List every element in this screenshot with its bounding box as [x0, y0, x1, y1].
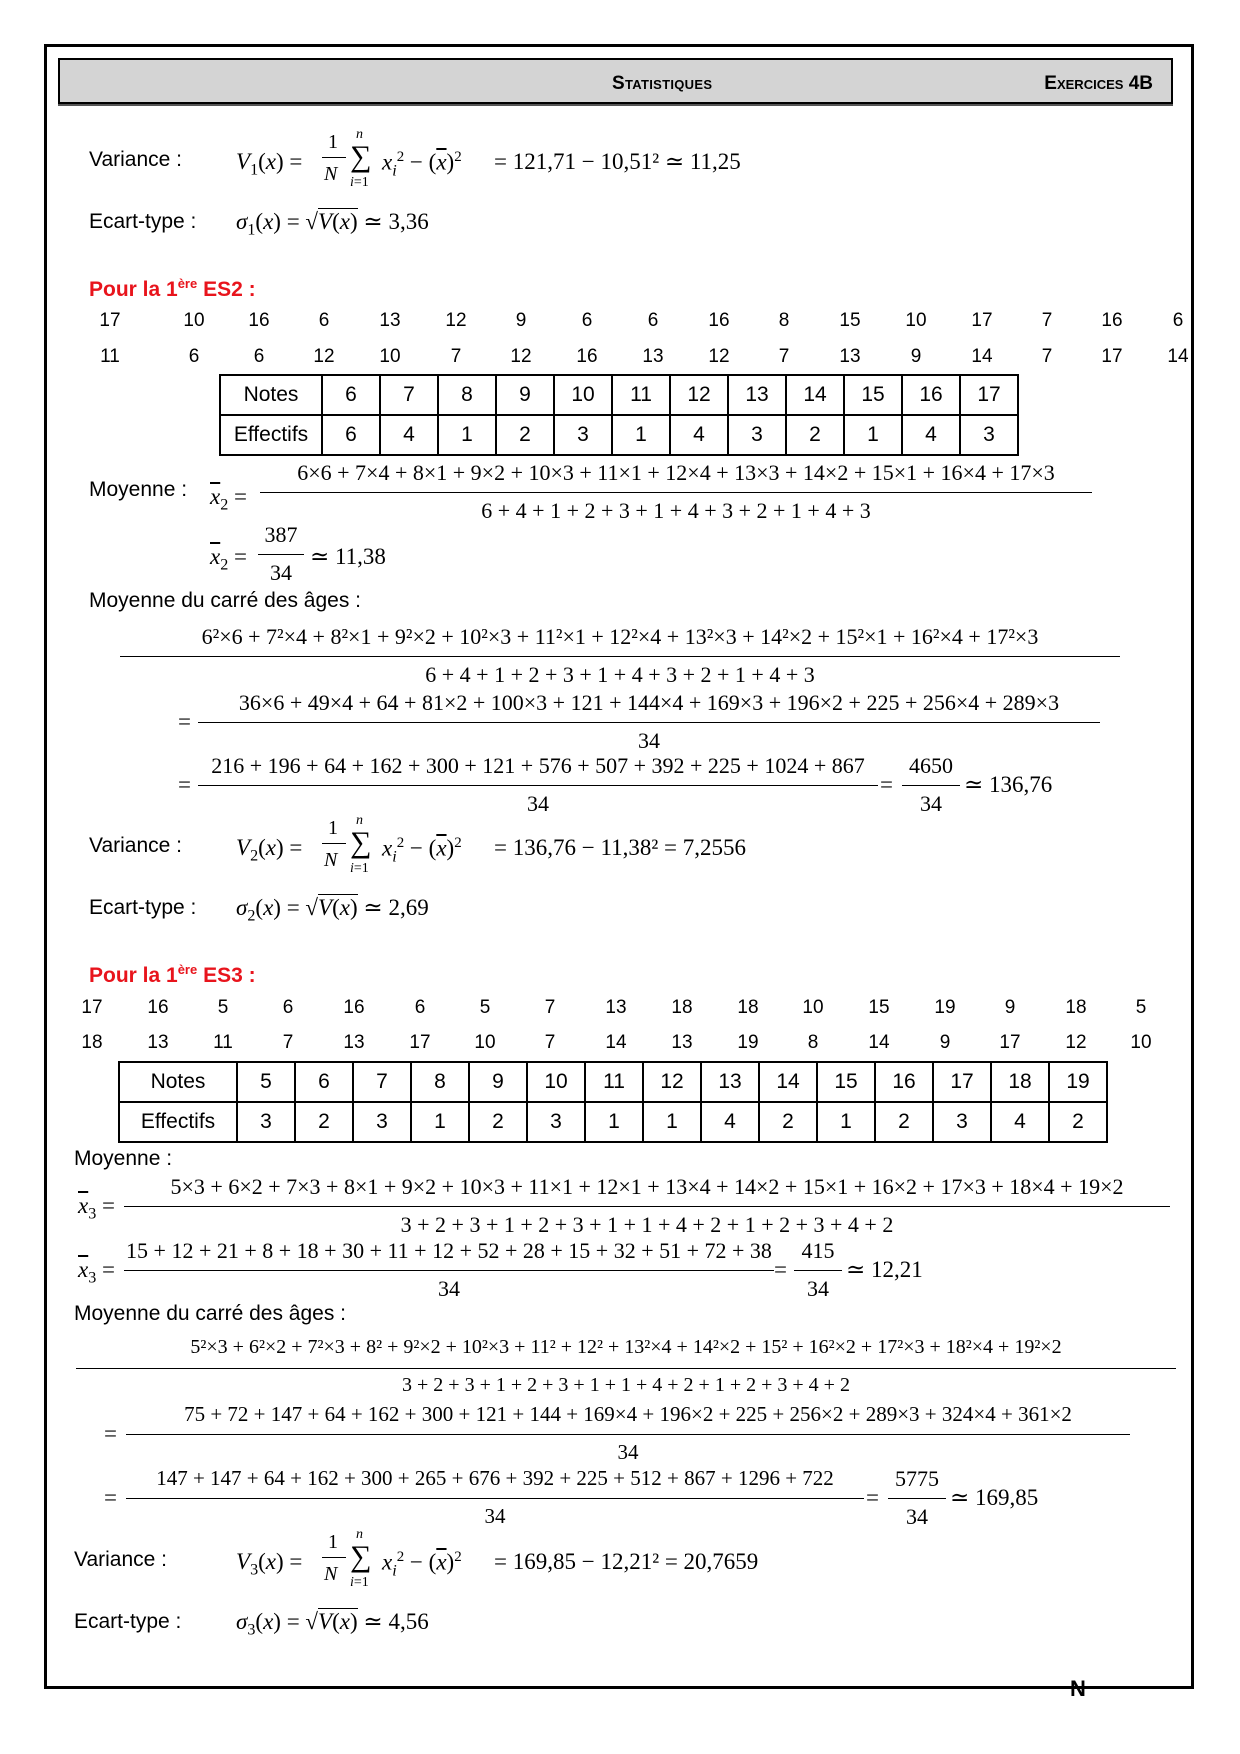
es3-ecart-formula: $\sigma_3(x) = √V(x)$ ≃ 4,56 — [236, 1609, 429, 1639]
es1-ecart-formula: $\sigma_1(x) = √V(x)$ ≃ 3,36 — [236, 209, 429, 239]
raw-value: 6 — [414, 997, 426, 1018]
raw-value: 18 — [1065, 997, 1087, 1018]
table-cell: 10 — [527, 1062, 585, 1102]
raw-value: 14 — [605, 1032, 627, 1053]
raw-value: 6 — [282, 997, 294, 1018]
table-cell: 16 — [902, 375, 960, 415]
es2-carre-fraction-3: 216 + 196 + 64 + 162 + 300 + 121 + 576 + 507 + 392 + 225 + 1024 + 867 34 — [198, 753, 878, 825]
table-cell: 9 — [496, 375, 554, 415]
table-cell: 1 — [844, 415, 902, 455]
es2-variance-formula: $V_2(x)$ = 1 N n ∑ i=1 $x_i^2 - (\overline{x})^2$ = 136,76 − 11,38² = 7,2556 — [236, 813, 746, 876]
table-cell: 2 — [1049, 1102, 1107, 1142]
table-cell: 3 — [353, 1102, 411, 1142]
raw-value: 13 — [642, 346, 664, 367]
raw-value: 14 — [868, 1032, 890, 1053]
es2-variance-label: Variance : — [89, 834, 182, 857]
es3-moyenne-label: Moyenne : — [74, 1147, 173, 1170]
raw-value: 7 — [544, 1032, 556, 1053]
raw-value: 12 — [313, 346, 335, 367]
es2-moyenne-label: Moyenne : — [89, 478, 188, 501]
raw-value: 5 — [1135, 997, 1147, 1018]
table-cell: 17 — [933, 1062, 991, 1102]
table-cell: 1 — [411, 1102, 469, 1142]
raw-value: 16 — [147, 997, 169, 1018]
es3-moyenne-fraction-2: 15 + 12 + 21 + 8 + 18 + 30 + 11 + 12 + 52 + 28 + 15 + 32 + 51 + 72 + 38 34 — [124, 1238, 774, 1310]
raw-value: 12 — [510, 346, 532, 367]
table-cell: 2 — [759, 1102, 817, 1142]
es2-heading: Pour la 1ère ES2 : — [89, 276, 256, 301]
raw-value: 13 — [671, 1032, 693, 1053]
es3-moyenne-result: ≃ 12,21 — [846, 1257, 923, 1282]
es2-carre-label: Moyenne du carré des âges : — [89, 589, 361, 612]
table-cell: 4 — [902, 415, 960, 455]
es2-ecart-label: Ecart-type : — [89, 896, 197, 919]
raw-value: 16 — [343, 997, 365, 1018]
raw-value: 9 — [1004, 997, 1016, 1018]
es3-xbar-symbol-2: $\overline{x}_3$ = — [78, 1257, 115, 1287]
es1-variance-label: Variance : — [89, 148, 182, 171]
table-cell: 7 — [353, 1062, 411, 1102]
table-cell: 3 — [728, 415, 786, 455]
table-header-notes: Notes — [220, 375, 322, 415]
table-cell: 17 — [960, 375, 1018, 415]
es2-carre-fraction-1: 6²×6 + 7²×4 + 8²×1 + 9²×2 + 10²×3 + 11²×1 + 12²×4 + 13²×3 + 14²×2 + 15²×1 + 16²×4 + 17²×3 6 + 4 + 1 + 2 + 3 + 1 + 4 + 3 + 2 + 1 + 4 + 3 — [120, 624, 1120, 696]
es1-ecart-label: Ecart-type : — [89, 210, 197, 233]
raw-value: 16 — [248, 310, 270, 331]
es2-frequency-table — [219, 374, 1019, 456]
es2-xbar-symbol: $\overline{x}_2$ = — [210, 484, 247, 514]
table-cell: 9 — [469, 1062, 527, 1102]
raw-value: 12 — [445, 310, 467, 331]
table-cell: 4 — [991, 1102, 1049, 1142]
table-cell: 2 — [875, 1102, 933, 1142]
raw-value: 12 — [708, 346, 730, 367]
table-cell: 14 — [786, 375, 844, 415]
table-header-effectifs: Effectifs — [220, 415, 322, 455]
raw-value: 9 — [939, 1032, 951, 1053]
table-cell: 1 — [612, 415, 670, 455]
table-cell: 12 — [643, 1062, 701, 1102]
raw-value: 17 — [1101, 346, 1123, 367]
es3-carre-fraction-2: 75 + 72 + 147 + 64 + 162 + 300 + 121 + 144 + 169×4 + 196×2 + 225 + 256×2 + 289×3 + 324×4 + 361×2 34 — [126, 1402, 1130, 1474]
raw-value: 17 — [81, 997, 103, 1018]
raw-value: 8 — [807, 1032, 819, 1053]
table-cell: 11 — [585, 1062, 643, 1102]
raw-value: 13 — [147, 1032, 169, 1053]
raw-value: 13 — [605, 997, 627, 1018]
raw-value: 7 — [778, 346, 790, 367]
table-cell: 2 — [469, 1102, 527, 1142]
raw-value: 8 — [778, 310, 790, 331]
raw-value: 7 — [1041, 310, 1053, 331]
raw-value: 9 — [910, 346, 922, 367]
table-cell: 7 — [380, 375, 438, 415]
table-cell: 6 — [322, 375, 380, 415]
table-cell: 2 — [295, 1102, 353, 1142]
raw-value: 10 — [802, 997, 824, 1018]
es3-heading: Pour la 1ère ES3 : — [89, 962, 256, 987]
es3-xbar-symbol: $\overline{x}_3$ = — [78, 1193, 115, 1223]
raw-value: 13 — [379, 310, 401, 331]
raw-value: 10 — [379, 346, 401, 367]
raw-value: 16 — [576, 346, 598, 367]
raw-value: 17 — [99, 310, 121, 331]
table-cell: 11 — [612, 375, 670, 415]
raw-value: 5 — [217, 997, 229, 1018]
es3-ecart-label: Ecart-type : — [74, 1610, 182, 1633]
table-cell: 10 — [554, 375, 612, 415]
table-cell: 4 — [701, 1102, 759, 1142]
table-cell: 4 — [670, 415, 728, 455]
raw-value: 6 — [253, 346, 265, 367]
table-cell: 6 — [322, 415, 380, 455]
es3-carre-result: ≃ 169,85 — [950, 1485, 1039, 1510]
es3-moyenne-fraction: 5×3 + 6×2 + 7×3 + 8×1 + 9×2 + 10×3 + 11×1 + 12×1 + 13×4 + 14×2 + 15×1 + 16×2 + 17×3 + 18×4 + 19×2 3 + 2 + 3 + 1 + 2 + 3 + 1 + 1 + 4 + 2 + 1 + 2 + 3 + 4 + 2 — [124, 1174, 1170, 1246]
table-header-notes: Notes — [119, 1062, 237, 1102]
page-corner-mark: N — [1070, 1676, 1086, 1701]
raw-value: 15 — [839, 310, 861, 331]
raw-value: 7 — [450, 346, 462, 367]
raw-value: 16 — [708, 310, 730, 331]
page-header — [58, 58, 1173, 104]
raw-value: 10 — [474, 1032, 496, 1053]
table-cell: 5 — [237, 1062, 295, 1102]
raw-value: 15 — [868, 997, 890, 1018]
raw-value: 17 — [971, 310, 993, 331]
table-cell: 15 — [844, 375, 902, 415]
es3-carre-fraction-1: 5²×3 + 6²×2 + 7²×3 + 8² + 9²×2 + 10²×3 + 11² + 12² + 13²×4 + 14²×2 + 15² + 16²×2 + 17²×3 + 18²×4 + 19²×2 3 + 2 + 3 + 1 + 2 + 3 + 1 + 1 + 4 + 2 + 1 + 2 + 3 + 4 + 2 — [76, 1336, 1176, 1408]
fraction-denominator: 6 + 4 + 1 + 2 + 3 + 1 + 4 + 3 + 2 + 1 + 4 + 3 — [481, 498, 871, 523]
fraction-numerator: 6×6 + 7×4 + 8×1 + 9×2 + 10×3 + 11×1 + 12×4 + 13×3 + 14×2 + 15×1 + 16×4 + 17×3 — [297, 460, 1055, 485]
raw-value: 17 — [999, 1032, 1021, 1053]
es2-xbar-symbol-2: $\overline{x}_2$ = — [210, 544, 247, 574]
header-exercise: Exercices 4B — [1044, 73, 1153, 94]
raw-value: 6 — [581, 310, 593, 331]
raw-value: 18 — [81, 1032, 103, 1053]
table-cell: 19 — [1049, 1062, 1107, 1102]
es2-carre-result: ≃ 136,76 — [964, 772, 1053, 797]
raw-value: 6 — [1172, 310, 1184, 331]
raw-value: 10 — [1130, 1032, 1152, 1053]
table-cell: 3 — [960, 415, 1018, 455]
raw-value: 7 — [544, 997, 556, 1018]
es3-variance-label: Variance : — [74, 1548, 167, 1571]
raw-value: 12 — [1065, 1032, 1087, 1053]
es2-ecart-formula: $\sigma_2(x) = √V(x)$ ≃ 2,69 — [236, 895, 429, 925]
table-cell: 2 — [786, 415, 844, 455]
raw-value: 18 — [671, 997, 693, 1018]
table-cell: 3 — [933, 1102, 991, 1142]
raw-value: 11 — [100, 346, 120, 367]
raw-value: 14 — [1167, 346, 1189, 367]
table-cell: 8 — [411, 1062, 469, 1102]
table-cell: 13 — [728, 375, 786, 415]
table-cell: 1 — [817, 1102, 875, 1142]
raw-value: 13 — [343, 1032, 365, 1053]
raw-value: 7 — [282, 1032, 294, 1053]
raw-value: 9 — [515, 310, 527, 331]
raw-value: 10 — [905, 310, 927, 331]
raw-value: 6 — [318, 310, 330, 331]
es3-carre-short-fraction: 5775 34 — [888, 1466, 946, 1538]
es3-frequency-table — [118, 1061, 1108, 1143]
table-cell: 4 — [380, 415, 438, 455]
table-header-effectifs: Effectifs — [119, 1102, 237, 1142]
raw-value: 6 — [188, 346, 200, 367]
header-title: Statistiques — [612, 73, 713, 94]
es2-moyenne-fraction — [260, 460, 1092, 532]
raw-value: 5 — [479, 997, 491, 1018]
table-cell: 16 — [875, 1062, 933, 1102]
table-cell: 14 — [759, 1062, 817, 1102]
table-cell: 13 — [701, 1062, 759, 1102]
raw-value: 17 — [409, 1032, 431, 1053]
raw-value: 14 — [971, 346, 993, 367]
table-cell: 1 — [585, 1102, 643, 1142]
raw-value: 10 — [183, 310, 205, 331]
es2-carre-fraction-2: 36×6 + 49×4 + 64 + 81×2 + 100×3 + 121 + 144×4 + 169×3 + 196×2 + 225 + 256×4 + 289×3 34 — [198, 690, 1100, 762]
table-cell: 8 — [438, 375, 496, 415]
es2-carre-short-fraction: 4650 34 — [902, 753, 960, 825]
raw-value: 19 — [934, 997, 956, 1018]
es2-equals-1: = — [178, 709, 191, 734]
table-cell: 15 — [817, 1062, 875, 1102]
raw-value: 11 — [213, 1032, 233, 1053]
table-cell: 1 — [643, 1102, 701, 1142]
table-cell: 12 — [670, 375, 728, 415]
raw-value: 7 — [1041, 346, 1053, 367]
raw-value: 19 — [737, 1032, 759, 1053]
table-cell: 3 — [527, 1102, 585, 1142]
es3-carre-label: Moyenne du carré des âges : — [74, 1302, 346, 1325]
es3-moyenne-short-fraction: 415 34 — [794, 1238, 842, 1310]
es3-variance-formula: $V_3(x)$ = 1 N n ∑ i=1 $x_i^2 - (\overline{x})^2$ = 169,85 − 12,21² = 20,7659 — [236, 1527, 759, 1590]
raw-value: 13 — [839, 346, 861, 367]
es1-variance-formula: $V_1(x)$ = 1 N n ∑ i=1 $x_i^2 - (\overline{x})^2$ = 121,71 − 10,51² ≃ 11,25 — [236, 127, 741, 190]
es3-carre-fraction-3: 147 + 147 + 64 + 162 + 300 + 265 + 676 + 392 + 225 + 512 + 867 + 1296 + 722 34 — [126, 1466, 864, 1538]
table-cell: 3 — [554, 415, 612, 455]
es2-moyenne-result: ≃ 11,38 — [310, 544, 386, 569]
table-cell: 6 — [295, 1062, 353, 1102]
es2-moyenne-short-fraction: 387 34 — [258, 522, 304, 594]
raw-value: 18 — [737, 997, 759, 1018]
raw-value: 16 — [1101, 310, 1123, 331]
table-cell: 2 — [496, 415, 554, 455]
raw-value: 6 — [647, 310, 659, 331]
table-cell: 1 — [438, 415, 496, 455]
table-cell: 18 — [991, 1062, 1049, 1102]
es2-equals-2: = — [178, 772, 191, 797]
table-cell: 3 — [237, 1102, 295, 1142]
